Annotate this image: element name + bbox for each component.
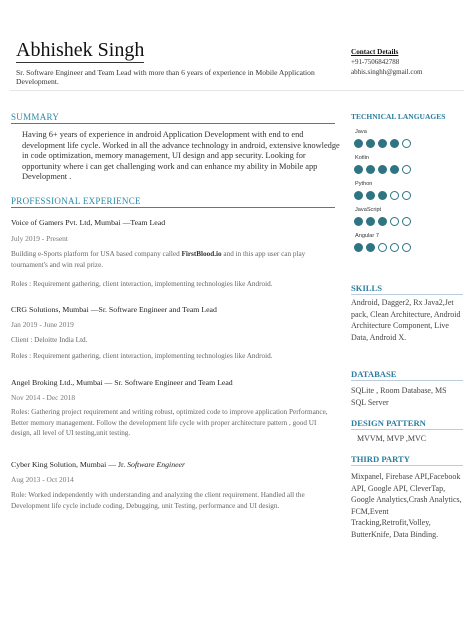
job-title: CRG Solutions, Mumbai —Sr. Software Engineer and Team Lead [11, 305, 217, 314]
job-dates: July 2019 - Present [11, 234, 68, 243]
tech-language-name: Python [355, 181, 373, 187]
rating-dot-empty [402, 139, 411, 148]
contact-heading: Contact Details [351, 48, 399, 56]
rating-dot-filled [366, 191, 375, 200]
rating-dot-empty [402, 165, 411, 174]
experience-underline [11, 207, 335, 208]
header-divider [10, 90, 464, 91]
tech-rating [354, 191, 411, 200]
job-title: Angel Broking Ltd., Mumbai — Sr. Software Engineer and Team Lead [11, 378, 233, 387]
job-roles: Roles : Requirement gathering, client interaction, implementing technologies like Android. [11, 280, 273, 288]
job-roles: Role: Worked independently with understanding and analyzing the client requirement. Handled all the Development life cycle include coding, Debugging, unit Testing, performance and UI design. [11, 491, 305, 510]
job-roles: Roles: Gathering project requirement and writing robust, optimized code to improve application Performance, Better memory management. Follow the development life cycle with proper architecture pattern , good UI design, all level of UI testing,unit testing. [11, 408, 328, 437]
rating-dot-filled [390, 165, 399, 174]
tech-heading: TECHNICAL LANGUAGES [351, 112, 446, 121]
rating-dot-filled [378, 139, 387, 148]
design-pattern-underline [351, 429, 463, 430]
database-text: SQLite , Room Database, MS SQL Server [351, 386, 447, 407]
tech-rating [354, 217, 411, 226]
rating-dot-filled [354, 217, 363, 226]
job-dates: Jan 2019 - June 2019 [11, 320, 74, 329]
skills-text: Android, Dagger2, Rx Java2,Jet pack, Clean Architecture, Android Architecture Component, Live Data, Android X. [351, 298, 461, 342]
skills-heading: SKILLS [351, 283, 383, 293]
tech-language-name: Kotlin [355, 155, 369, 161]
tech-language-name: Angular 7 [355, 233, 379, 239]
rating-dot-filled [366, 217, 375, 226]
tech-rating [354, 165, 411, 174]
rating-dot-filled [378, 191, 387, 200]
job-client: Client : Deloitte India Ltd. [11, 336, 88, 344]
rating-dot-filled [378, 217, 387, 226]
tech-language-name: Java [355, 129, 367, 135]
job-title: Voice of Gamers Pvt. Ltd, Mumbai —Team Lead [11, 218, 166, 227]
job-dates: Aug 2013 - Oct 2014 [11, 475, 74, 484]
skills-underline [351, 294, 463, 295]
summary-underline [11, 123, 335, 124]
experience-heading: PROFESSIONAL EXPERIENCE [11, 196, 141, 206]
database-heading: DATABASE [351, 369, 397, 379]
rating-dot-empty [390, 243, 399, 252]
rating-dot-empty [390, 191, 399, 200]
rating-dot-filled [354, 139, 363, 148]
tech-language-name: JavaScript [355, 207, 382, 213]
database-underline [351, 380, 463, 381]
rating-dot-filled [354, 191, 363, 200]
rating-dot-filled [354, 243, 363, 252]
rating-dot-empty [402, 243, 411, 252]
job-description: Building e-Sports platform for USA based company called FirstBlood.io and in this app user can play tournament's and win real prize. [11, 250, 306, 269]
rating-dot-empty [402, 217, 411, 226]
rating-dot-filled [354, 165, 363, 174]
job-roles: Roles : Requirement gathering, client interaction, implementing technologies like Android. [11, 352, 273, 360]
job-title: Cyber King Solution, Mumbai — Jr. Software Engineer [11, 460, 186, 469]
rating-dot-filled [378, 165, 387, 174]
rating-dot-filled [390, 139, 399, 148]
candidate-name: Abhishek Singh [16, 39, 145, 61]
email-address: abhis.singhh@gmail.com [351, 68, 423, 76]
tech-rating [354, 139, 411, 148]
job-dates: Nov 2014 - Dec 2018 [11, 393, 76, 402]
rating-dot-filled [366, 139, 375, 148]
phone-number: +91-7506842788 [351, 58, 400, 66]
third-party-text: Mixpanel, Firebase API,Facebook API, Google API, CleverTap, Google Analytics,Crash Analytics, FCM,Event Tracking,Retrofit,Volley, ButterKnife, Data Binding. [351, 472, 462, 539]
summary-text: Having 6+ years of experience in android Application Development with end to end development life cycle. Worked in all the advance technology in android, extensive knowledge in code optimization, memory management, UI design and app security. Looking for opportunity where i can get challenging work and can enhance my ability in Mobile app Development . [22, 130, 340, 182]
design-pattern-heading: DESIGN PATTERN [351, 418, 426, 428]
rating-dot-filled [366, 243, 375, 252]
tech-rating [354, 243, 411, 252]
third-party-underline [351, 465, 463, 466]
summary-heading: SUMMARY [11, 112, 60, 122]
third-party-heading: THIRD PARTY [351, 454, 410, 464]
rating-dot-filled [366, 165, 375, 174]
rating-dot-empty [378, 243, 387, 252]
rating-dot-empty [402, 191, 411, 200]
rating-dot-empty [390, 217, 399, 226]
design-pattern-text: MVVM, MVP ,MVC [357, 434, 427, 443]
headline: Sr. Software Engineer and Team Lead with more than 6 years of experience in Mobile Application Development. [16, 68, 315, 86]
